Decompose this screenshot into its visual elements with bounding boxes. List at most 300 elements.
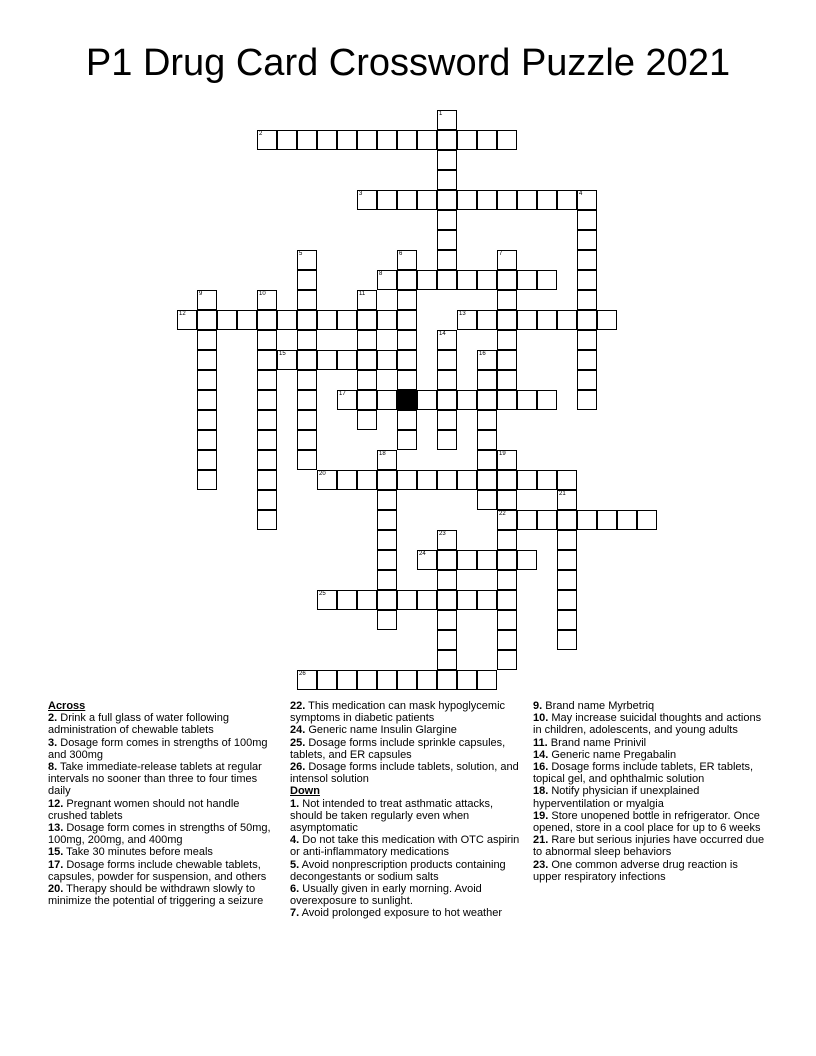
grid-cell[interactable] <box>477 390 497 410</box>
grid-cell[interactable] <box>417 270 437 290</box>
clue-text: Avoid nonprescription products containing decongestants or sodium salts <box>290 858 506 883</box>
grid-cell[interactable] <box>377 610 397 630</box>
clue-number-label: 6. <box>290 883 300 896</box>
clue-text: Take immediate-release tablets at regular intervals no sooner than three to four times daily <box>48 761 262 798</box>
grid-cell[interactable] <box>377 450 397 470</box>
clue-text: Dosage forms include tablets, solution, and intensol solution <box>290 761 519 786</box>
clue-number-label: 3. <box>48 736 58 749</box>
grid-cell[interactable] <box>197 450 217 470</box>
grid-black-cell <box>397 390 417 410</box>
grid-cell[interactable] <box>437 590 457 610</box>
grid-cell[interactable] <box>577 270 597 290</box>
grid-cell[interactable] <box>337 670 357 690</box>
grid-cell[interactable] <box>397 410 417 430</box>
grid-cell[interactable] <box>437 250 457 270</box>
grid-cell[interactable] <box>417 550 437 570</box>
grid-cell[interactable] <box>457 130 477 150</box>
grid-cell[interactable] <box>377 510 397 530</box>
grid-cell[interactable] <box>397 370 417 390</box>
across-clue <box>290 737 522 761</box>
grid-cell[interactable] <box>457 670 477 690</box>
grid-cell[interactable] <box>497 490 517 510</box>
grid-cell[interactable] <box>297 430 317 450</box>
grid-cell[interactable] <box>437 150 457 170</box>
grid-cell[interactable] <box>477 410 497 430</box>
down-clue <box>533 700 769 712</box>
grid-cell[interactable] <box>437 270 457 290</box>
grid-cell[interactable] <box>497 510 517 530</box>
grid-cell[interactable] <box>577 290 597 310</box>
grid-cell[interactable] <box>617 510 637 530</box>
grid-cell[interactable] <box>517 270 537 290</box>
grid-cell[interactable] <box>517 510 537 530</box>
grid-cell[interactable] <box>457 190 477 210</box>
clue-text: Notify physician if unexplained hyperventilation or myalgia <box>533 785 700 810</box>
grid-cell[interactable] <box>397 330 417 350</box>
grid-cell[interactable] <box>377 390 397 410</box>
down-clue <box>290 834 522 858</box>
grid-cell[interactable] <box>337 350 357 370</box>
grid-cell[interactable] <box>257 310 277 330</box>
down-clue <box>290 883 522 907</box>
clue-number: 12 <box>179 311 186 317</box>
down-clue <box>290 907 522 919</box>
clue-number-label: 20. <box>48 883 64 896</box>
grid-cell[interactable] <box>297 350 317 370</box>
grid-cell[interactable] <box>437 350 457 370</box>
grid-cell[interactable] <box>257 330 277 350</box>
clue-number-label: 23. <box>533 858 549 871</box>
grid-cell[interactable] <box>397 310 417 330</box>
grid-cell[interactable] <box>477 370 497 390</box>
grid-cell[interactable] <box>497 650 517 670</box>
grid-cell[interactable] <box>557 630 577 650</box>
grid-cell[interactable] <box>497 610 517 630</box>
grid-cell[interactable] <box>557 570 577 590</box>
clue-number-label: 18. <box>533 785 549 798</box>
down-clue <box>533 785 769 809</box>
grid-cell[interactable] <box>257 350 277 370</box>
grid-cell[interactable] <box>477 190 497 210</box>
grid-cell[interactable] <box>377 590 397 610</box>
grid-cell[interactable] <box>217 310 237 330</box>
grid-cell[interactable] <box>437 570 457 590</box>
grid-cell[interactable] <box>297 450 317 470</box>
grid-cell[interactable] <box>477 450 497 470</box>
grid-cell[interactable] <box>437 190 457 210</box>
grid-cell[interactable] <box>497 370 517 390</box>
across-clue <box>48 798 276 822</box>
grid-cell[interactable] <box>557 470 577 490</box>
grid-cell[interactable] <box>337 130 357 150</box>
grid-cell[interactable] <box>297 410 317 430</box>
grid-cell[interactable] <box>297 130 317 150</box>
grid-cell[interactable] <box>497 450 517 470</box>
clue-number: 1 <box>439 111 443 117</box>
grid-cell[interactable] <box>497 310 517 330</box>
down-heading: Down <box>290 785 320 798</box>
clue-number: 25 <box>319 591 326 597</box>
grid-cell[interactable] <box>517 190 537 210</box>
grid-cell[interactable] <box>197 470 217 490</box>
clue-number-label: 1. <box>290 797 300 810</box>
grid-cell[interactable] <box>457 270 477 290</box>
grid-cell[interactable] <box>497 290 517 310</box>
grid-cell[interactable] <box>377 570 397 590</box>
grid-cell[interactable] <box>437 170 457 190</box>
grid-cell[interactable] <box>237 310 257 330</box>
grid-cell[interactable] <box>517 390 537 410</box>
grid-cell[interactable] <box>557 590 577 610</box>
clue-number-label: 14. <box>533 748 549 761</box>
grid-cell[interactable] <box>437 430 457 450</box>
grid-cell[interactable] <box>397 190 417 210</box>
grid-cell[interactable] <box>577 330 597 350</box>
clue-number: 7 <box>499 251 503 257</box>
grid-cell[interactable] <box>357 410 377 430</box>
grid-cell[interactable] <box>197 370 217 390</box>
grid-cell[interactable] <box>377 530 397 550</box>
grid-cell[interactable] <box>477 550 497 570</box>
grid-cell[interactable] <box>477 430 497 450</box>
across-clue <box>290 724 522 736</box>
grid-cell[interactable] <box>497 570 517 590</box>
clue-text: Therapy should be withdrawn slowly to minimize the potential of triggering a seizure <box>48 883 264 908</box>
grid-cell[interactable] <box>577 230 597 250</box>
grid-cell[interactable] <box>577 210 597 230</box>
clue-number-label: 24. <box>290 724 306 737</box>
grid-cell[interactable] <box>197 310 217 330</box>
grid-cell[interactable] <box>197 330 217 350</box>
grid-cell[interactable] <box>337 390 357 410</box>
clue-text: Dosage forms include chewable tablets, capsules, powder for suspension, and others <box>48 858 267 883</box>
grid-cell[interactable] <box>257 430 277 450</box>
grid-cell[interactable] <box>577 310 597 330</box>
clue-text: Store unopened bottle in refrigerator. Once opened, store in a cool place for up to 6 weeks <box>533 809 761 835</box>
grid-cell[interactable] <box>337 470 357 490</box>
grid-cell[interactable] <box>337 310 357 330</box>
grid-cell[interactable] <box>497 550 517 570</box>
grid-cell[interactable] <box>417 190 437 210</box>
grid-cell[interactable] <box>477 590 497 610</box>
grid-cell[interactable] <box>357 290 377 310</box>
clue-number-label: 8. <box>48 761 58 774</box>
grid-cell[interactable] <box>177 310 197 330</box>
grid-cell[interactable] <box>397 590 417 610</box>
grid-cell[interactable] <box>397 430 417 450</box>
grid-cell[interactable] <box>357 670 377 690</box>
clue-number-label: 21. <box>533 834 549 847</box>
grid-cell[interactable] <box>357 590 377 610</box>
grid-cell[interactable] <box>477 490 497 510</box>
grid-cell[interactable] <box>637 510 657 530</box>
clue-text: Do not take this medication with OTC aspirin or anti-inflammatory medications <box>290 834 520 859</box>
clue-text: Brand name Prinivil <box>547 736 647 749</box>
clue-number-label: 4. <box>290 834 300 847</box>
grid-cell[interactable] <box>497 630 517 650</box>
grid-cell[interactable] <box>497 350 517 370</box>
grid-cell[interactable] <box>197 350 217 370</box>
clue-number: 9 <box>199 291 203 297</box>
across-clue <box>290 761 522 785</box>
grid-cell[interactable] <box>197 410 217 430</box>
grid-cell[interactable] <box>317 310 337 330</box>
grid-cell[interactable] <box>517 550 537 570</box>
grid-cell[interactable] <box>577 390 597 410</box>
down-clue <box>290 859 522 883</box>
across-clue <box>48 822 276 846</box>
across-clue <box>48 761 276 798</box>
grid-cell[interactable] <box>317 670 337 690</box>
grid-cell[interactable] <box>477 270 497 290</box>
clue-text: Drink a full glass of water following administration of chewable tablets <box>48 712 229 737</box>
clue-number: 14 <box>439 331 446 337</box>
grid-cell[interactable] <box>497 250 517 270</box>
grid-cell[interactable] <box>477 130 497 150</box>
grid-cell[interactable] <box>417 130 437 150</box>
grid-cell[interactable] <box>437 530 457 550</box>
grid-cell[interactable] <box>397 290 417 310</box>
down-clue <box>533 810 769 834</box>
grid-cell[interactable] <box>377 130 397 150</box>
clue-number: 23 <box>439 531 446 537</box>
grid-cell[interactable] <box>537 470 557 490</box>
down-clue <box>533 859 769 883</box>
clue-number: 19 <box>499 451 506 457</box>
grid-cell[interactable] <box>297 330 317 350</box>
grid-cell[interactable] <box>537 390 557 410</box>
clue-text: This medication can mask hypoglycemic symptoms in diabetic patients <box>290 700 506 725</box>
grid-cell[interactable] <box>397 670 417 690</box>
across-clue <box>48 883 276 907</box>
grid-cell[interactable] <box>477 470 497 490</box>
grid-cell[interactable] <box>497 190 517 210</box>
grid-cell[interactable] <box>297 370 317 390</box>
clue-number: 22 <box>499 511 506 517</box>
grid-cell[interactable] <box>477 310 497 330</box>
grid-cell[interactable] <box>437 670 457 690</box>
grid-cell[interactable] <box>557 530 577 550</box>
grid-cell[interactable] <box>497 590 517 610</box>
grid-cell[interactable] <box>497 390 517 410</box>
grid-cell[interactable] <box>557 610 577 630</box>
grid-cell[interactable] <box>477 670 497 690</box>
grid-cell[interactable] <box>497 330 517 350</box>
clue-number: 20 <box>319 471 326 477</box>
grid-cell[interactable] <box>557 510 577 530</box>
clue-text: One common adverse drug reaction is upper respiratory infections <box>533 858 738 883</box>
down-clue <box>533 712 769 736</box>
grid-cell[interactable] <box>497 470 517 490</box>
grid-cell[interactable] <box>457 470 477 490</box>
grid-cell[interactable] <box>277 350 297 370</box>
grid-cell[interactable] <box>557 190 577 210</box>
grid-cell[interactable] <box>437 110 457 130</box>
grid-cell[interactable] <box>257 490 277 510</box>
grid-cell[interactable] <box>357 310 377 330</box>
clues-column-3 <box>533 700 769 883</box>
grid-cell[interactable] <box>577 250 597 270</box>
across-heading: Across <box>48 700 86 712</box>
clues-column-2 <box>290 700 522 920</box>
grid-cell[interactable] <box>437 470 457 490</box>
clue-number: 6 <box>399 251 403 257</box>
grid-cell[interactable] <box>257 470 277 490</box>
clue-number: 5 <box>299 251 303 257</box>
grid-cell[interactable] <box>357 370 377 390</box>
grid-cell[interactable] <box>397 130 417 150</box>
clue-text: Dosage form comes in strengths of 50mg, 100mg, 200mg, and 400mg <box>48 822 271 847</box>
clue-number: 18 <box>379 451 386 457</box>
grid-cell[interactable] <box>557 310 577 330</box>
across-clue <box>48 846 276 858</box>
grid-cell[interactable] <box>257 450 277 470</box>
grid-cell[interactable] <box>417 470 437 490</box>
clue-number-label: 15. <box>48 846 64 859</box>
grid-cell[interactable] <box>577 350 597 370</box>
grid-cell[interactable] <box>437 370 457 390</box>
grid-cell[interactable] <box>577 190 597 210</box>
clue-number-label: 19. <box>533 809 549 822</box>
grid-cell[interactable] <box>537 310 557 330</box>
clue-number: 24 <box>419 551 426 557</box>
down-clue <box>533 749 769 761</box>
grid-cell[interactable] <box>257 130 277 150</box>
grid-cell[interactable] <box>257 290 277 310</box>
clues-column-1 <box>48 700 276 907</box>
grid-cell[interactable] <box>597 310 617 330</box>
grid-cell[interactable] <box>477 350 497 370</box>
grid-cell[interactable] <box>337 590 357 610</box>
down-clue <box>290 798 522 835</box>
grid-cell[interactable] <box>437 230 457 250</box>
grid-cell[interactable] <box>557 550 577 570</box>
grid-cell[interactable] <box>417 590 437 610</box>
grid-cell[interactable] <box>437 650 457 670</box>
grid-cell[interactable] <box>197 430 217 450</box>
clue-text: Pregnant women should not handle crushed tablets <box>48 797 240 822</box>
grid-cell[interactable] <box>437 390 457 410</box>
grid-cell[interactable] <box>437 550 457 570</box>
grid-cell[interactable] <box>317 130 337 150</box>
grid-cell[interactable] <box>377 670 397 690</box>
grid-cell[interactable] <box>357 130 377 150</box>
grid-cell[interactable] <box>377 310 397 330</box>
grid-cell[interactable] <box>437 330 457 350</box>
grid-cell[interactable] <box>277 310 297 330</box>
across-clue <box>290 700 522 724</box>
grid-cell[interactable] <box>317 470 337 490</box>
grid-cell[interactable] <box>377 190 397 210</box>
clue-text: Not intended to treat asthmatic attacks, should be taken regularly even when asymptomatic <box>290 797 494 835</box>
grid-cell[interactable] <box>557 490 577 510</box>
grid-cell[interactable] <box>197 290 217 310</box>
grid-cell[interactable] <box>457 310 477 330</box>
grid-cell[interactable] <box>317 590 337 610</box>
grid-cell[interactable] <box>577 510 597 530</box>
clue-text: Generic name Pregabalin <box>548 748 677 761</box>
clue-number: 26 <box>299 671 306 677</box>
grid-cell[interactable] <box>357 350 377 370</box>
grid-cell[interactable] <box>437 410 457 430</box>
grid-cell[interactable] <box>257 390 277 410</box>
clue-number-label: 22. <box>290 700 306 712</box>
page-title: P1 Drug Card Crossword Puzzle 2021 <box>85 42 731 84</box>
grid-cell[interactable] <box>437 130 457 150</box>
grid-cell[interactable] <box>277 130 297 150</box>
grid-cell[interactable] <box>437 210 457 230</box>
clue-number-label: 11. <box>533 736 548 749</box>
clue-text: Dosage forms include tablets, ER tablets, topical gel, and ophthalmic solution <box>533 761 754 786</box>
grid-cell[interactable] <box>537 190 557 210</box>
clue-text: Generic name Insulin Glargine <box>305 724 457 737</box>
grid-cell[interactable] <box>497 130 517 150</box>
grid-cell[interactable] <box>517 470 537 490</box>
grid-cell[interactable] <box>197 390 217 410</box>
grid-cell[interactable] <box>497 270 517 290</box>
grid-cell[interactable] <box>537 270 557 290</box>
grid-cell[interactable] <box>357 390 377 410</box>
grid-cell[interactable] <box>377 550 397 570</box>
grid-cell[interactable] <box>457 390 477 410</box>
across-clue <box>48 859 276 883</box>
grid-cell[interactable] <box>297 290 317 310</box>
grid-cell[interactable] <box>357 330 377 350</box>
clue-number-label: 16. <box>533 761 549 774</box>
grid-cell[interactable] <box>377 270 397 290</box>
grid-cell[interactable] <box>417 390 437 410</box>
clue-number-label: 2. <box>48 712 58 725</box>
grid-cell[interactable] <box>417 670 437 690</box>
grid-cell[interactable] <box>517 310 537 330</box>
grid-cell[interactable] <box>597 510 617 530</box>
grid-cell[interactable] <box>357 190 377 210</box>
grid-cell[interactable] <box>297 390 317 410</box>
grid-cell[interactable] <box>577 370 597 390</box>
grid-cell[interactable] <box>297 270 317 290</box>
grid-cell[interactable] <box>317 350 337 370</box>
grid-cell[interactable] <box>297 670 317 690</box>
clue-number-label: 26. <box>290 761 306 774</box>
grid-cell[interactable] <box>537 510 557 530</box>
grid-cell[interactable] <box>297 250 317 270</box>
grid-cell[interactable] <box>257 410 277 430</box>
grid-cell[interactable] <box>357 470 377 490</box>
grid-cell[interactable] <box>437 610 457 630</box>
grid-cell[interactable] <box>397 470 417 490</box>
grid-cell[interactable] <box>297 310 317 330</box>
grid-cell[interactable] <box>457 550 477 570</box>
clue-number: 3 <box>359 191 363 197</box>
grid-cell[interactable] <box>397 270 417 290</box>
clue-number: 10 <box>259 291 266 297</box>
grid-cell[interactable] <box>397 250 417 270</box>
grid-cell[interactable] <box>457 590 477 610</box>
grid-cell[interactable] <box>257 510 277 530</box>
grid-cell[interactable] <box>437 630 457 650</box>
grid-cell[interactable] <box>377 350 397 370</box>
clue-number: 15 <box>279 351 286 357</box>
grid-cell[interactable] <box>497 530 517 550</box>
clue-number: 21 <box>559 491 566 497</box>
clue-text: Take 30 minutes before meals <box>63 846 213 859</box>
grid-cell[interactable] <box>257 370 277 390</box>
grid-cell[interactable] <box>397 350 417 370</box>
grid-cell[interactable] <box>377 470 397 490</box>
clue-number-label: 9. <box>533 700 543 712</box>
grid-cell[interactable] <box>377 490 397 510</box>
clue-number: 16 <box>479 351 486 357</box>
